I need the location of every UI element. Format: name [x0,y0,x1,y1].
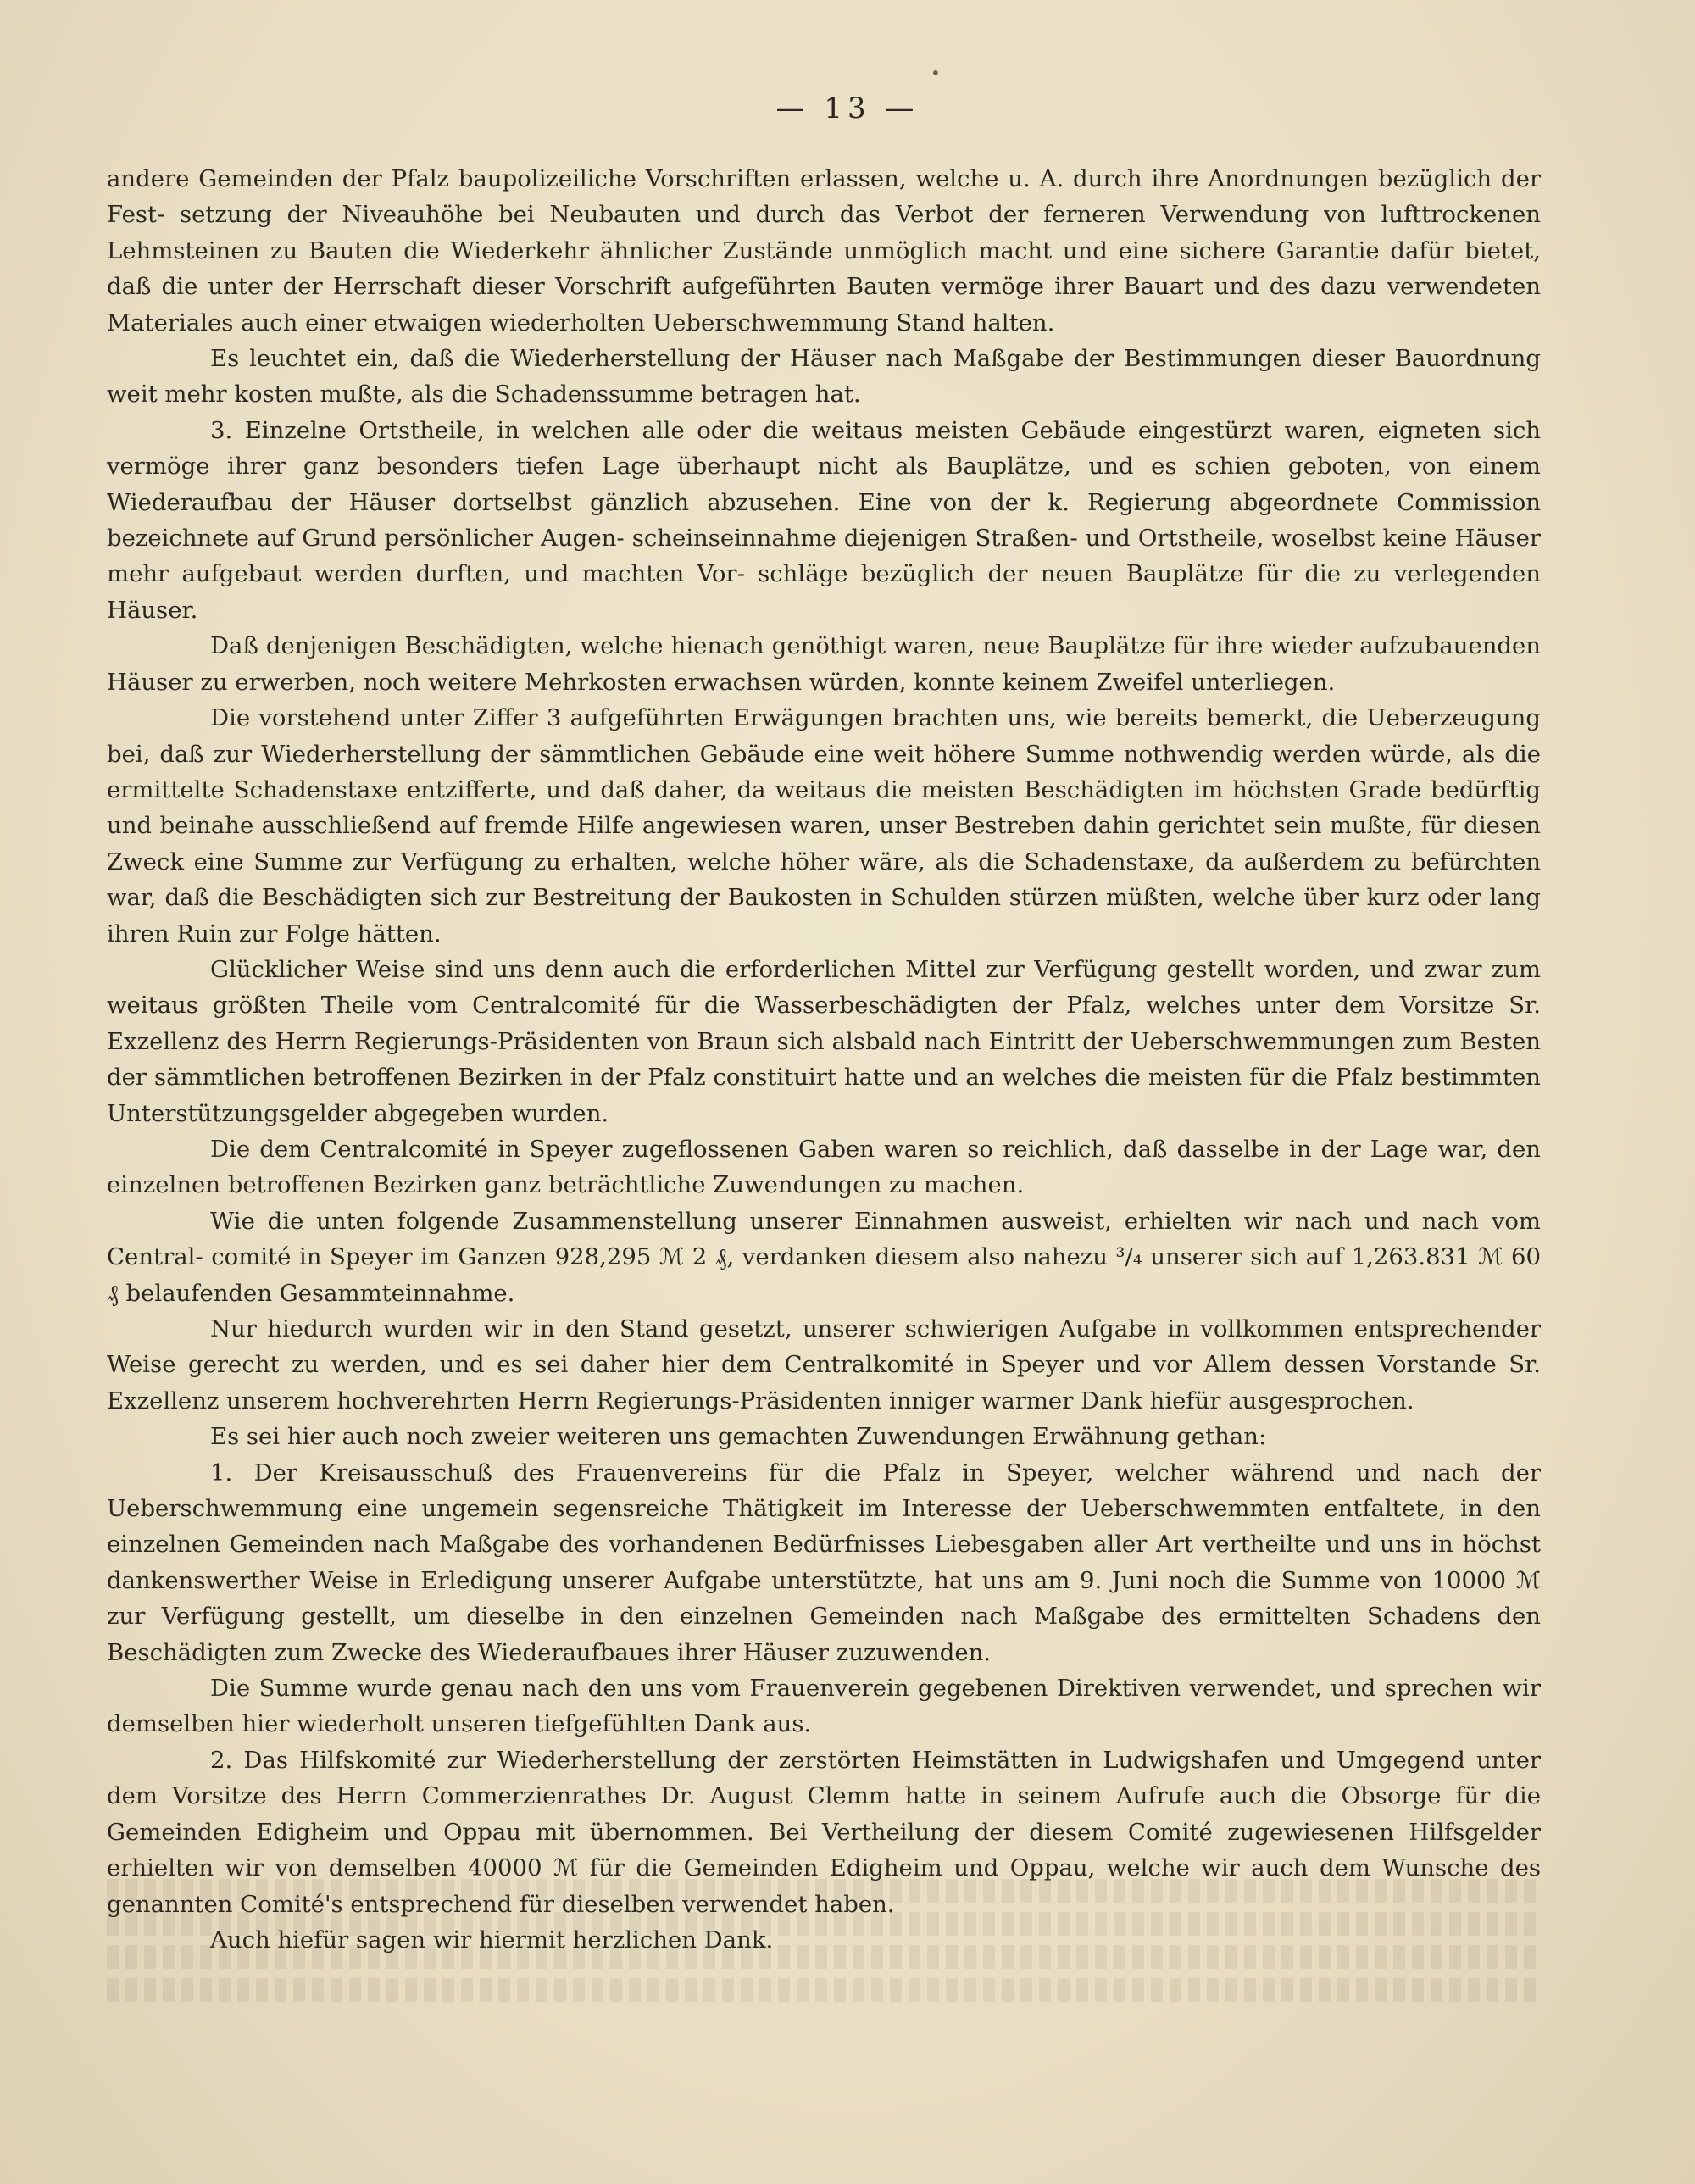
paragraph: Es sei hier auch noch zweier weiteren uns gemachten Zuwendungen Erwähnung gethan: [210,1423,1267,1451]
page-number: — 13 — [775,92,920,125]
paragraph: Nur hiedurch wurden wir in den Stand gesetzt, unserer schwierigen Aufgabe in vollkommen entsprechender Weise gerecht zu werden, und es sei daher hier dem Centralkomité in Speyer und vor Allem dessen Vorstande Sr. Exzellenz unserem hochverehrten Herrn Regierungs-Präsidenten inniger warmer Dank hiefür ausgesprochen. [107,1315,1541,1414]
paragraph: Die dem Centralcomité in Speyer zugeflossenen Gaben waren so reichlich, daß dasselbe in der Lage war, den einzelnen betroffenen Bezirken ganz beträchtliche Zuwendungen zu machen. [107,1135,1541,1199]
paragraph: 3. Einzelne Ortstheile, in welchen alle oder die weitaus meisten Gebäude eingestürzt waren, eigneten sich vermöge ihrer ganz besonders tiefen Lage überhaupt nicht als Bauplätze, und es schien geboten, von einem Wiederaufbau der Häuser dortselbst gänzlich abzusehen. Eine von der k. Regierung abgeordnete Commission bezeichnete auf Grund persönlicher Augen- scheinseinnahme diejenigen Straßen- und Ortstheile, woselbst keine Häuser mehr aufgebaut werden durften, und machten Vor- schläge bezüglich der neuen Bauplätze für die zu verlegenden Häuser. [107,416,1541,624]
paragraph: Es leuchtet ein, daß die Wiederherstellung der Häuser nach Maßgabe der Bestimmungen dieser Bauordnung weit mehr kosten mußte, als die Schadenssumme betragen hat. [107,345,1541,408]
paragraph: Glücklicher Weise sind uns denn auch die erforderlichen Mittel zur Verfügung gestellt worden, und zwar zum weitaus größten Theile vom Centralcomité für die Wasserbeschädigten der Pfalz, welches unter dem Vorsitze Sr. Exzellenz des Herrn Regierungs-Präsidenten von Braun sich alsbald nach Eintritt der Ueberschwemmungen zum Besten der sämmtlichen betroffenen Bezirken in der Pfalz constituirt hatte und an welches die meisten für die Pfalz bestimmten Unterstützungsgelder abgegeben wurden. [107,955,1541,1127]
paragraph: 1. Der Kreisausschuß des Frauenvereins für die Pfalz in Speyer, welcher während und nach der Ueberschwemmung eine ungemein segensreiche Thätigkeit im Interesse der Ueberschwemmten entfaltete, in den einzelnen Gemeinden nach Maßgabe des vorhandenen Bedürfnisses Liebesgaben aller Art vertheilte und uns in höchst dankenswerther Weise in Erledigung unserer Aufgabe unterstützte, hat uns am 9. Juni noch die Summe von 10000 ℳ zur Verfügung gestellt, um dieselbe in den einzelnen Gemeinden nach Maßgabe des ermittelten Schadens den Beschädigten zum Zwecke des Wiederaufbaues ihrer Häuser zuzuwenden. [107,1459,1541,1666]
paragraph: Wie die unten folgende Zusammenstellung unserer Einnahmen ausweist, erhielten wir nach und nach vom Central- comité in Speyer im Ganzen 928,295 ℳ 2 ₰, verdanken diesem also nahezu ³/₄ unserer sich auf 1,263.831 ℳ 60 ₰ belaufenden Gesammteinnahme. [107,1207,1541,1307]
paragraph: Die vorstehend unter Ziffer 3 aufgeführten Erwägungen brachten uns, wie bereits bemerkt, die Ueberzeugung bei, daß zur Wiederherstellung der sämmtlichen Gebäude eine weit höhere Summe nothwendig werden würde, als die ermittelte Schadenstaxe entzifferte, und daß daher, da weitaus die meisten Beschädigten im höchsten Grade bedürftig und beinahe ausschließend auf fremde Hilfe angewiesen waren, unser Bestreben dahin gerichtet sein mußte, für diesen Zweck eine Summe zur Verfügung zu erhalten, welche höher wäre, als die Schadenstaxe, da außerdem zu befürchten war, daß die Beschädigten sich zur Bestreitung der Baukosten in Schulden stürzen müßten, welche über kurz oder lang ihren Ruin zur Folge hätten. [107,704,1541,948]
paragraph: Daß denjenigen Beschädigten, welche hienach genöthigt waren, neue Bauplätze für ihre wieder aufzubauenden Häuser zu erwerben, noch weitere Mehrkosten erwachsen würden, konnte keinem Zweifel unterliegen. [107,632,1541,696]
ink-speck: • [931,63,941,83]
paragraph: Die Summe wurde genau nach den uns vom Frauenverein gegebenen Direktiven verwendet, und sprechen wir demselben hier wiederholt unseren tiefgefühlten Dank aus. [107,1675,1541,1738]
paragraph: Auch hiefür sagen wir hiermit herzlichen Dank. [210,1926,774,1953]
paragraph: andere Gemeinden der Pfalz baupolizeiliche Vorschriften erlassen, welche u. A. durch ihre Anordnungen bezüglich der Fest- setzung der Niveauhöhe bei Neubauten und durch das Verbot der ferneren Verwendung von lufttrockenen Lehmsteinen zu Bauten die Wiederkehr ähnlicher Zustände unmöglich macht und eine sichere Garantie dafür bietet, daß die unter der Herrschaft dieser Vorschrift aufgeführten Bauten vermöge ihrer Bauart und des dazu verwendeten Materiales auch einer etwaigen wiederholten Ueberschwemmung Stand halten. [107,165,1541,336]
body-text [107,161,1541,1958]
paragraph: 2. Das Hilfskomité zur Wiederherstellung der zerstörten Heimstätten in Ludwigshafen und Umgegend unter dem Vorsitze des Herrn Commerzienrathes Dr. August Clemm hatte in seinem Aufrufe auch die Obsorge für die Gemeinden Edigheim und Oppau mit übernommen. Bei Vertheilung der diesem Comité zugewiesenen Hilfsgelder erhielten wir von demselben 40000 ℳ für die Gemeinden Edigheim und Oppau, welche wir auch dem Wunsche des genannten Comité's entsprechend für dieselben verwendet haben. [107,1746,1541,1918]
show-through-text [107,1870,1541,2031]
